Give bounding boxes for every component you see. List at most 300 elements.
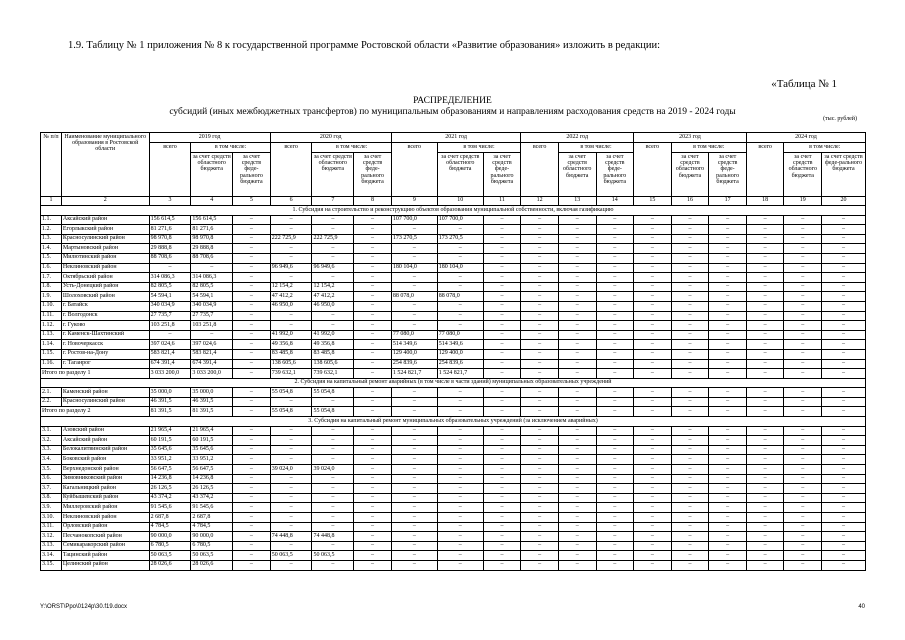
table-row (41, 215, 866, 225)
cell-value: – (521, 436, 559, 446)
cell-value: – (746, 503, 784, 513)
cell-value: – (709, 340, 747, 350)
cell-value: – (822, 282, 866, 292)
cell-value: – (521, 551, 559, 561)
cell-value: – (521, 215, 559, 225)
cell-value: 46 391,5 (191, 397, 233, 407)
cell-value: – (270, 493, 312, 503)
cell-value: – (671, 560, 709, 570)
cell-value: – (709, 465, 747, 475)
municipality-name: Каменский район (61, 388, 149, 398)
cell-value: – (671, 292, 709, 302)
cell-value: 96 949,6 (312, 263, 354, 273)
total-value: – (671, 369, 709, 379)
table-row (41, 282, 866, 292)
cell-value: – (437, 503, 483, 513)
cell-value: – (746, 397, 784, 407)
cell-value: – (634, 253, 672, 263)
column-number: 8 (354, 197, 392, 206)
cell-value: – (233, 513, 271, 523)
cell-value: – (558, 397, 596, 407)
cell-value: 41 992,0 (270, 330, 312, 340)
cell-value: – (784, 340, 822, 350)
cell-value: – (558, 282, 596, 292)
cell-value: – (822, 445, 866, 455)
cell-value: – (270, 560, 312, 570)
total-value: 1 524 821,7 (437, 369, 483, 379)
table-row (41, 436, 866, 446)
cell-value: – (746, 253, 784, 263)
cell-value: 340 034,9 (149, 301, 191, 311)
municipality-name: Шолоховский район (61, 292, 149, 302)
cell-value: – (822, 330, 866, 340)
municipality-name: Мартыновский район (61, 244, 149, 254)
cell-value: – (437, 321, 483, 331)
cell-value: 50 063,5 (149, 551, 191, 561)
cell-value: – (709, 455, 747, 465)
total-value: – (746, 369, 784, 379)
cell-value: – (671, 282, 709, 292)
cell-value: – (634, 465, 672, 475)
header-incl: в том числе: (671, 143, 746, 153)
cell-value: – (270, 474, 312, 484)
cell-value: – (634, 426, 672, 436)
cell-value: 14 236,8 (191, 474, 233, 484)
cell-value: – (354, 311, 392, 321)
cell-value: – (391, 541, 437, 551)
cell-value: – (270, 426, 312, 436)
cell-value: – (354, 321, 392, 331)
cell-value: – (709, 388, 747, 398)
cell-value: – (233, 445, 271, 455)
cell-value: – (822, 349, 866, 359)
cell-value: 674 391,4 (191, 359, 233, 369)
cell-value: – (483, 234, 521, 244)
cell-value: – (634, 551, 672, 561)
cell-value: 82 805,5 (191, 282, 233, 292)
cell-value: – (483, 388, 521, 398)
cell-value: – (558, 225, 596, 235)
cell-value: – (709, 474, 747, 484)
municipality-name: Азовский район (61, 426, 149, 436)
row-number: 1.7. (41, 273, 62, 283)
cell-value: – (483, 321, 521, 331)
cell-value: – (784, 436, 822, 446)
cell-value: – (596, 397, 634, 407)
municipality-name: Орловский район (61, 522, 149, 532)
cell-value: – (784, 388, 822, 398)
cell-value: – (233, 215, 271, 225)
cell-value: – (354, 455, 392, 465)
cell-value: – (634, 436, 672, 446)
cell-value: – (634, 340, 672, 350)
cell-value: 583 821,4 (149, 349, 191, 359)
row-number: 1.1. (41, 215, 62, 225)
cell-value: – (312, 474, 354, 484)
cell-value: – (746, 484, 784, 494)
cell-value: – (483, 465, 521, 475)
cell-value: – (483, 426, 521, 436)
cell-value: 26 126,5 (149, 484, 191, 494)
municipality-name: Миллеровский район (61, 503, 149, 513)
cell-value: – (746, 493, 784, 503)
header-total: всего (634, 143, 672, 197)
cell-value: – (233, 522, 271, 532)
cell-value: – (822, 465, 866, 475)
cell-value: – (596, 234, 634, 244)
cell-value: 103 251,8 (191, 321, 233, 331)
cell-value: 98 970,8 (149, 234, 191, 244)
cell-value: – (558, 426, 596, 436)
table-row (41, 292, 866, 302)
cell-value: – (822, 292, 866, 302)
table-row (41, 551, 866, 561)
cell-value: – (437, 465, 483, 475)
cell-value: – (558, 301, 596, 311)
cell-value: – (233, 311, 271, 321)
cell-value: – (521, 225, 559, 235)
municipality-name: Аксайский район (61, 436, 149, 446)
cell-value: – (391, 397, 437, 407)
header-incl: в том числе: (558, 143, 633, 153)
cell-value: – (521, 388, 559, 398)
cell-value: – (391, 253, 437, 263)
cell-value: – (233, 330, 271, 340)
header-year-6: 2024 год (746, 133, 865, 143)
row-number: 3.5. (41, 465, 62, 475)
cell-value: – (233, 465, 271, 475)
cell-value: 90 000,0 (149, 532, 191, 542)
cell-value: – (784, 503, 822, 513)
cell-value: – (709, 330, 747, 340)
table-row (41, 340, 866, 350)
cell-value: – (354, 541, 392, 551)
cell-value: – (391, 282, 437, 292)
row-number: 3.10. (41, 513, 62, 523)
header-regional: за счет средств областного бюджета (558, 153, 596, 197)
column-number: 7 (312, 197, 354, 206)
cell-value: – (483, 225, 521, 235)
cell-value: – (709, 493, 747, 503)
table-row (41, 560, 866, 570)
column-number: 13 (558, 197, 596, 206)
cell-value: – (634, 484, 672, 494)
cell-value: – (437, 244, 483, 254)
distribution-table (40, 132, 866, 571)
cell-value: – (521, 560, 559, 570)
column-number: 15 (634, 197, 672, 206)
cell-value: 222 725,9 (312, 234, 354, 244)
total-value: – (354, 369, 392, 379)
cell-value: – (483, 474, 521, 484)
cell-value: – (312, 244, 354, 254)
cell-value: – (822, 225, 866, 235)
row-number: 1.5. (41, 253, 62, 263)
cell-value: – (634, 359, 672, 369)
header-year-1: 2019 год (149, 133, 270, 143)
cell-value: – (634, 215, 672, 225)
cell-value: – (437, 388, 483, 398)
cell-value: – (558, 455, 596, 465)
cell-value: – (233, 273, 271, 283)
cell-value: – (746, 273, 784, 283)
cell-value: – (391, 244, 437, 254)
cell-value: – (483, 330, 521, 340)
cell-value: – (558, 359, 596, 369)
cell-value: 77 080,0 (437, 330, 483, 340)
cell-value: – (521, 340, 559, 350)
cell-value: – (354, 359, 392, 369)
cell-value: – (483, 263, 521, 273)
column-number: 11 (483, 197, 521, 206)
cell-value: – (596, 551, 634, 561)
cell-value: – (558, 321, 596, 331)
table-row (41, 522, 866, 532)
header-year-2: 2020 год (270, 133, 391, 143)
column-number: 10 (437, 197, 483, 206)
cell-value: – (312, 273, 354, 283)
header-incl: в том числе: (437, 143, 521, 153)
cell-value: – (822, 263, 866, 273)
cell-value: – (746, 215, 784, 225)
cell-value: – (784, 311, 822, 321)
table-row (41, 321, 866, 331)
cell-value: – (521, 484, 559, 494)
cell-value: – (671, 513, 709, 523)
cell-value: – (354, 330, 392, 340)
cell-value: – (521, 503, 559, 513)
cell-value: – (233, 282, 271, 292)
row-number: 3.7. (41, 484, 62, 494)
header-incl: в том числе: (312, 143, 391, 153)
cell-value: – (634, 493, 672, 503)
cell-value: – (784, 455, 822, 465)
column-number: 9 (391, 197, 437, 206)
cell-value: – (521, 397, 559, 407)
cell-value: – (270, 503, 312, 513)
row-number: 3.8. (41, 493, 62, 503)
municipality-name: Неклиновский район (61, 513, 149, 523)
municipality-name: г. Ростов-на-Дону (61, 349, 149, 359)
title-line-2: субсидий (иных межбюджетных трансфертов) по муниципальным образованиям и направлениям расходования средств на 2019 - 2024 годы (169, 107, 736, 117)
cell-value: – (354, 244, 392, 254)
cell-value: – (822, 273, 866, 283)
cell-value: 43 374,2 (191, 493, 233, 503)
cell-value: 29 888,8 (149, 244, 191, 254)
cell-value: 74 448,8 (312, 532, 354, 542)
cell-value: – (671, 225, 709, 235)
cell-value: – (634, 474, 672, 484)
cell-value: – (596, 388, 634, 398)
header-regional: за счет средств областного бюджета (312, 153, 354, 197)
cell-value: 91 545,6 (191, 503, 233, 513)
cell-value: – (822, 513, 866, 523)
cell-value: – (483, 436, 521, 446)
row-number: 2.1. (41, 388, 62, 398)
header-federal: за счет средств феде-рального бюджета (709, 153, 747, 197)
cell-value: – (437, 225, 483, 235)
header-regional: за счет средств областного бюджета (784, 153, 822, 197)
cell-value: 56 647,5 (149, 465, 191, 475)
cell-value: 35 645,6 (149, 445, 191, 455)
total-value: – (558, 369, 596, 379)
cell-value: – (746, 522, 784, 532)
cell-value: – (634, 321, 672, 331)
total-value: – (634, 407, 672, 417)
cell-value: – (746, 388, 784, 398)
cell-value: – (483, 359, 521, 369)
cell-value: – (270, 445, 312, 455)
cell-value: – (391, 522, 437, 532)
header-total: всего (270, 143, 312, 197)
column-number: 4 (191, 197, 233, 206)
cell-value: – (671, 493, 709, 503)
cell-value: – (671, 321, 709, 331)
cell-value: – (822, 522, 866, 532)
cell-value: – (746, 474, 784, 484)
table-row (41, 455, 866, 465)
cell-value: 314 086,3 (149, 273, 191, 283)
section-total-row (41, 369, 866, 379)
cell-value: – (671, 263, 709, 273)
row-number: 1.4. (41, 244, 62, 254)
row-number: 3.2. (41, 436, 62, 446)
cell-value: 60 191,5 (191, 436, 233, 446)
cell-value: 33 951,2 (149, 455, 191, 465)
municipality-name: Октябрьский район (61, 273, 149, 283)
total-value: 55 054,8 (312, 407, 354, 417)
header-federal: за счет средств феде-рального бюджета (354, 153, 392, 197)
cell-value: – (354, 215, 392, 225)
cell-value: – (634, 234, 672, 244)
cell-value: – (312, 541, 354, 551)
cell-value: – (671, 244, 709, 254)
cell-value: – (596, 244, 634, 254)
cell-value: – (558, 541, 596, 551)
row-number: 3.3. (41, 445, 62, 455)
cell-value: – (784, 513, 822, 523)
cell-value: – (596, 253, 634, 263)
cell-value: – (354, 388, 392, 398)
cell-value: – (596, 436, 634, 446)
cell-value: – (634, 532, 672, 542)
cell-value: – (822, 234, 866, 244)
cell-value: – (671, 215, 709, 225)
cell-value: – (822, 311, 866, 321)
cell-value: – (483, 244, 521, 254)
cell-value: – (634, 445, 672, 455)
cell-value: – (596, 513, 634, 523)
cell-value: – (746, 359, 784, 369)
cell-value: – (709, 532, 747, 542)
cell-value: – (822, 532, 866, 542)
cell-value: – (483, 282, 521, 292)
cell-value: – (709, 397, 747, 407)
cell-value: – (391, 493, 437, 503)
cell-value: – (634, 560, 672, 570)
municipality-name: Егорлыкский район (61, 225, 149, 235)
cell-value: – (671, 484, 709, 494)
row-number: 1.14. (41, 340, 62, 350)
column-number: 19 (784, 197, 822, 206)
cell-value: – (437, 522, 483, 532)
cell-value: – (746, 330, 784, 340)
header-num: № п/п (41, 133, 62, 197)
cell-value: – (233, 301, 271, 311)
cell-value: – (596, 321, 634, 331)
cell-value: – (558, 465, 596, 475)
municipality-name: Целинский район (61, 560, 149, 570)
cell-value: – (483, 522, 521, 532)
table-row (41, 311, 866, 321)
header-total: всего (521, 143, 559, 197)
cell-value: 4 784,5 (149, 522, 191, 532)
cell-value: – (233, 484, 271, 494)
cell-value: – (521, 455, 559, 465)
table-row (41, 465, 866, 475)
table-row (41, 532, 866, 542)
cell-value: 21 965,4 (191, 426, 233, 436)
row-number: 1.13. (41, 330, 62, 340)
cell-value: 49 356,8 (312, 340, 354, 350)
cell-value: – (483, 253, 521, 263)
total-value: 739 632,1 (270, 369, 312, 379)
cell-value: – (391, 301, 437, 311)
cell-value: – (671, 397, 709, 407)
cell-value: – (270, 273, 312, 283)
cell-value: – (233, 426, 271, 436)
section-row (41, 378, 866, 388)
cell-value: – (437, 455, 483, 465)
cell-value: – (312, 397, 354, 407)
cell-value: – (709, 244, 747, 254)
section-title: 2. Субсидия на капитальный ремонт аварийных (в том числе в части зданий) муниципальных образовательных учреждений (41, 378, 866, 388)
column-number: 2 (61, 197, 149, 206)
table-row (41, 474, 866, 484)
cell-value: – (822, 484, 866, 494)
municipality-name: Зимовниковский район (61, 474, 149, 484)
document-title (0, 96, 905, 118)
header-total: всего (746, 143, 784, 197)
cell-value: – (521, 253, 559, 263)
municipality-name: Боковский район (61, 455, 149, 465)
cell-value: 107 700,0 (391, 215, 437, 225)
cell-value: 54 594,1 (191, 292, 233, 302)
cell-value: – (391, 311, 437, 321)
cell-value: – (709, 503, 747, 513)
cell-value: – (634, 244, 672, 254)
cell-value: – (634, 311, 672, 321)
cell-value: – (483, 445, 521, 455)
cell-value: – (709, 292, 747, 302)
cell-value: – (312, 215, 354, 225)
cell-value: – (437, 484, 483, 494)
cell-value: 88 078,0 (437, 292, 483, 302)
municipality-name: Красносулинский район (61, 397, 149, 407)
row-number: 3.6. (41, 474, 62, 484)
total-value: 81 391,5 (191, 407, 233, 417)
cell-value: – (558, 330, 596, 340)
total-value: 3 033 200,0 (149, 369, 191, 379)
cell-value: – (746, 436, 784, 446)
header-incl: в том числе: (784, 143, 866, 153)
cell-value: – (822, 359, 866, 369)
cell-value: – (521, 513, 559, 523)
header-regional: за счет средств областного бюджета (671, 153, 709, 197)
cell-value: – (746, 541, 784, 551)
cell-value: 96 949,6 (270, 263, 312, 273)
cell-value: – (354, 436, 392, 446)
